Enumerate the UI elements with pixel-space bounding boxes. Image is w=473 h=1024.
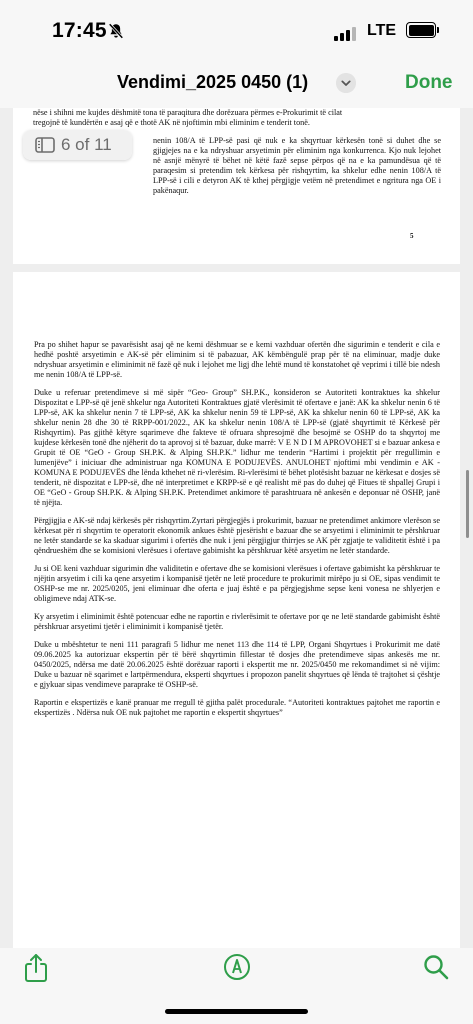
- cellular-signal-icon: [334, 27, 356, 41]
- paragraph: Raportin e ekspertizës e kanë pranuar me rregull të gjitha palët procedurale. “Autoriteti kontraktues pajtohet me raportin e ekspertizës . Ndërsa nuk OE nuk pajtohet me raportin e ekspertit shqyrtues”: [34, 698, 440, 717]
- navigation-bar: [0, 60, 473, 108]
- scrollbar[interactable]: [466, 470, 469, 538]
- paragraph: Duke u mbështetur te neni 111 paragrafi 5 lidhur me nenet 113 dhe 114 të LPP, Organi Shqyrtues i Prokurimit me datë 09.06.2025 ka autorizuar ekspertin për të bërë shqyrtimin fillestar të dosjes dhe pretendimeve sipas ankesës me nr. 0450/2025, ndërsa me datë 20.06.2025 është dorëzuar raporti i ekspertit me nr. 2025/0450 me rekomandimet si në vijim: Duke u bazuar në sqarimet e lartpërmendura, eksperti shqyrtues i propozon panelit shqyrtues që lënda të trajtohet si çështje e gjykuar sipas vendimeve paraprake të OSHP-së.: [34, 640, 440, 689]
- battery-icon: [406, 22, 436, 38]
- paragraph: Pra po shihet hapur se pavarësisht asaj që ne kemi dëshmuar se e kemi vazhduar ofertën dhe sigurimin e tenderit e cila e hedhë poshtë arsyetimin e AK-së për eliminim si të pabazuar, AK këmbëngulë prap për të na eliminuar, madje duke ndryshuar arsyetimin e eliminimit në fazë që nuk i lejohet me ligj dhe lehtë mund të konstatohet që veprimi i tillë bie ndesh me nenin 108/A të LPP-së.: [34, 340, 440, 379]
- markup-icon[interactable]: [223, 953, 251, 981]
- document-title[interactable]: Vendimi_2025 0450 (1): [117, 72, 309, 92]
- done-button[interactable]: Done: [405, 72, 453, 93]
- share-icon[interactable]: [22, 953, 50, 983]
- page-5-line-1: nëse i shihni me kujdes dëshmitë tona të paraqitura dhe dorëzuara përmes e-Prokurimit të cilat: [33, 108, 343, 117]
- home-indicator[interactable]: [165, 1009, 308, 1014]
- bottom-toolbar: [0, 948, 473, 1024]
- page-number: 5: [410, 232, 414, 240]
- paragraph: Duke u referuar pretendimeve si më sipër “Geo- Group” SH.P.K., konsideron se Autoriteti kontraktues ka shkelur Dispozitat e LPP-së që jenë shkelur nga Autoriteti Kontraktues gjatë vlerësimit të ofertave e janë: AK ka shkelur nenin 6 të LPP-së, AK ka shkelur nenin 7 të LPP-së, AK ka shkelur nenin 59 të LPP-së, AK ka shkelur nenin 60 të LPP-së, AK ka shkelur nenin 28 dhe 30 të RRPP-001/2022., AK ka shkelur nenin 108/A të LPP-së (gjatë shqyrtimit të Kërkesë për Rishqyrtim). Pas gjithë këtyre sqarimeve dhe fakteve të ofruara shpresojmë dhe besojmë se OSHP do ta shqyrtoj me kujdese kërkesën tonë dhe njëherit do ta aprovoj si të bazuar, duke marrë: V E N D I M APROVOHET si e bazuar ankesa e Grupit të OE “GeO - Group SH.P.K. & Alping SH.P.K.” lidhur me tenderin “Hartimi i projektit për rregullimin e lumenjëve” i iniciuar dhe administruar nga KOMUNA E PODUJEVËS. ANULOHET njoftimi mbi vendimin e AK - KOMUNA E PODUJEVËS dhe lënda kthehet në ri-vlerësim. Ri-vlerësimi të bëhet plotësisht bazuar ne kërkesat e dosjes së tenderit, në dispozitat e LPP-së, dhe në interpretimet e KRPP-së e që realisht më pas do duhej që Fitues të shpallej Grupi i OE “GeO - Group SH.P.K. & Alping SH.P.K. Pretendimet ankimore të parashtruara në ankesën e deponuar në OSHP, janë të njëjta.: [34, 388, 440, 507]
- bell-slash-icon: [107, 22, 125, 40]
- network-type-label: LTE: [367, 22, 397, 39]
- chevron-down-icon[interactable]: [336, 73, 356, 93]
- pdf-page-6: [13, 272, 460, 948]
- status-time: 17:45: [52, 19, 107, 42]
- paragraph: Përgjigjia e AK-së ndaj kërkesës për rishqyrtim.Zyrtari përgjegjës i prokurimit, bazuar ne pretendimet ankimore vlerëson se kërkesat për ri shqyrtim te operatorit ekonomik ankues është pjesërisht e bazuar dhe se arsyetimi i eliminimit te përshkruar ne letër standarde se ka skaduar sigurimi i ofertës dhe nuk i jeni përgjigjur thirrjes se AK për zgjatje te validitetit është i pa qëndrueshëm dhe se komisioni vlerësues i ofertave gabimisht ka përshkruar këtë arsyetim ne letër standarde.: [34, 516, 440, 555]
- document-viewer[interactable]: [0, 108, 473, 948]
- page-indicator-label: 6 of 11: [61, 135, 112, 154]
- paragraph: Ju si OE keni vazhduar sigurimin dhe validitetin e ofertave dhe se komisioni vlerësues i ofertave gabimisht ka përshkruar te njëjtin arsyetim i cili ka qene arsyetim i kompanisë tjetër ne letë procedure te prokurimit mirëpo ju si OE, sipas vendimit te OSHP-se me nr. 2025/0205, jeni eliminuar dhe oferta e juaj është e pa përgjegjshme sepse keni vonesa ne shlyerjen e obligimeve ndaj ATK-se.: [34, 564, 440, 603]
- search-icon[interactable]: [422, 953, 450, 981]
- page-indicator[interactable]: [23, 130, 132, 160]
- page-5-line-2: tregojnë të kundërtën e asaj që e thotë AK në njoftimin mbi eliminim e tenderit tonë.: [33, 118, 310, 127]
- status-bar: [0, 0, 473, 60]
- paragraph: Ky arsyetim i eliminimit është potencuar edhe ne raportin e rivlerësimit te ofertave por qe ne letë standarde gabimisht është përshkruar arsyetimi tjetër i eliminimit i kompanisë tjetër.: [34, 612, 440, 631]
- pdf-page-7: [13, 884, 460, 948]
- page-6-text: [34, 340, 440, 726]
- sidebar-icon: [35, 137, 55, 153]
- page-5-paragraph: nenin 108/A të LPP-së pasi që nuk e ka shqyrtuar kërkesën tonë si duhet dhe se gjigjejes na e ka ndryshuar arsyetimin për eliminim nga konkurrenca. Kjo nuk lejohet në asnjë mënyrë të bëhet në këtë fazë sepse përpos që na e ka pamundësua që të paraqesim si pretendim tek kërkesa për rishqyrtim, ka shkelur edhe nenin 108/A të LPP-së i cili e detyron AK të kthej përgjigje vetëm në pretendimet e ngritura nga OE i pakënaqur.: [153, 136, 441, 195]
